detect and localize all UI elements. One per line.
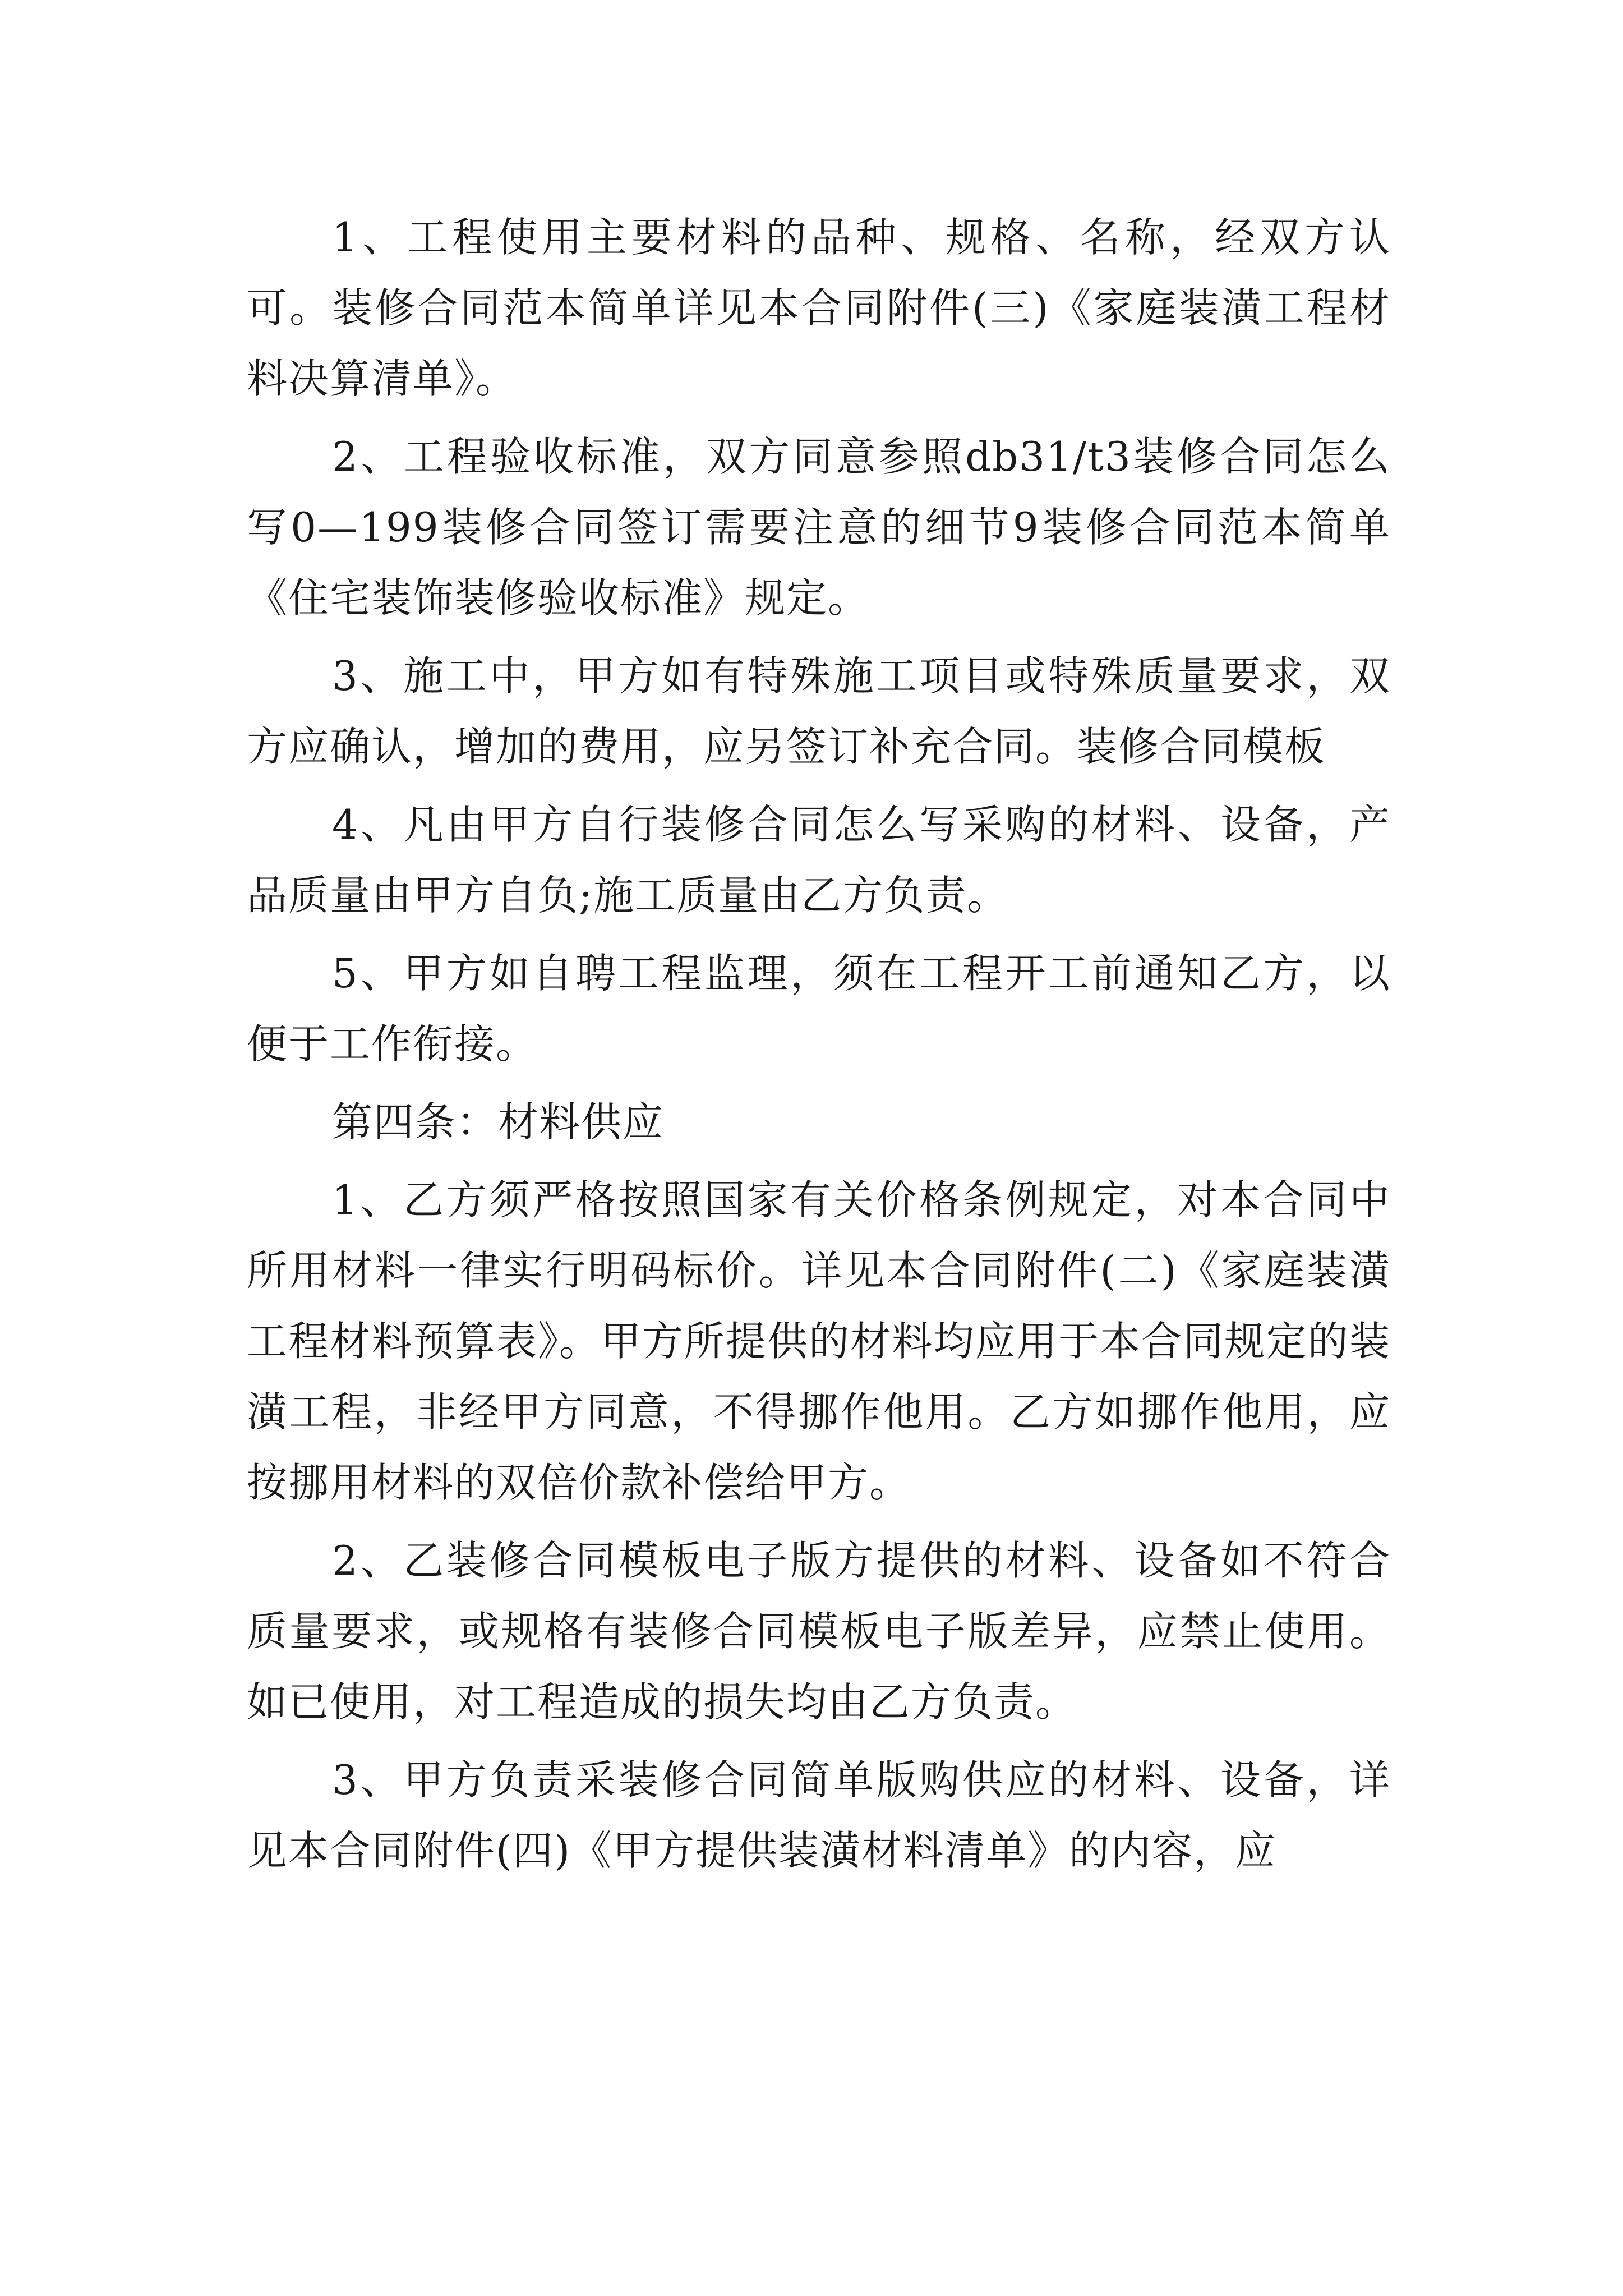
clause-3-item-2: 2、工程验收标准，双方同意参照db31/t3装修合同怎么写0—199装修合同签订需要注意的细节9装修合同范本简单《住宅装饰装修验收标准》规定。 <box>247 433 1391 622</box>
clause-3-item-5: 5、甲方如自聘工程监理，须在工程开工前通知乙方，以便于工作衔接。 <box>247 950 1391 1068</box>
clause-4-item-2: 2、乙装修合同模板电子版方提供的材料、设备如不符合质量要求，或规格有装修合同模板电子版差异，应禁止使用。如已使用，对工程造成的损失均由乙方负责。 <box>247 1537 1391 1726</box>
clause-3-item-4: 4、凡由甲方自行装修合同怎么写采购的材料、设备，产品质量由甲方自负;施工质量由乙方负责。 <box>247 801 1391 919</box>
clause-4-item-1: 1、乙方须严格按照国家有关价格条例规定，对本合同中所用材料一律实行明码标价。详见本合同附件(二)《家庭装潢工程材料预算表》。甲方所提供的材料均应用于本合同规定的装潢工程，非经甲方同意，不得挪作他用。乙方如挪作他用，应按挪用材料的双倍价款补偿给甲方。 <box>247 1176 1391 1506</box>
clause-3-item-3: 3、施工中，甲方如有特殊施工项目或特殊质量要求，双方应确认，增加的费用，应另签订补充合同。装修合同模板 <box>247 652 1391 770</box>
clause-3-item-1: 1、工程使用主要材料的品种、规格、名称，经双方认可。装修合同范本简单详见本合同附件(三)《家庭装潢工程材料决算清单》。 <box>247 214 1391 402</box>
document-body <box>247 202 1391 1893</box>
section-heading-article-4: 第四条：材料供应 <box>332 1098 665 1145</box>
clause-4-item-3: 3、甲方负责采装修合同简单版购供应的材料、设备，详见本合同附件(四)《甲方提供装潢材料清单》的内容，应 <box>247 1756 1391 1874</box>
